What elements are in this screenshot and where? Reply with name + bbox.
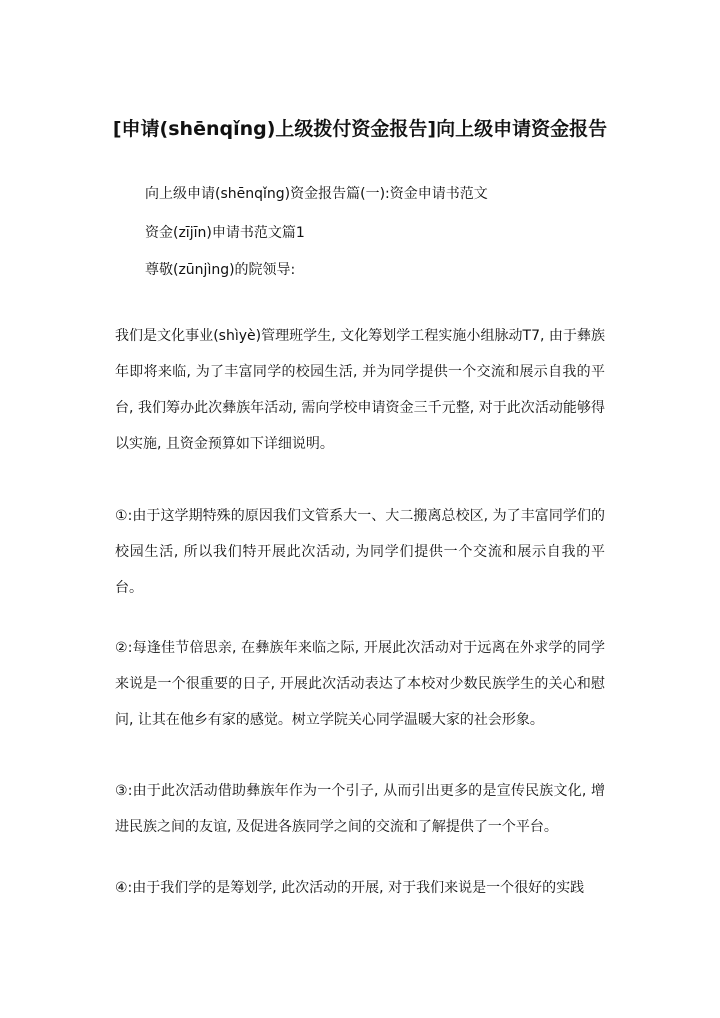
meta-line-salutation: 尊敬(zūnjìng)的院领导: (145, 262, 296, 278)
document-title: [申请(shēnqǐng)上级拨付资金报告]向上级申请资金报告 (112, 118, 608, 140)
body-paragraph-point-3: ③:由于此次活动借助彝族年作为一个引子, 从而引出更多的是宣传民族文化, 增进民族之间的友谊, 及促进各族同学之间的交流和了解提供了一个平台。 (115, 783, 605, 835)
body-paragraph-intro: 我们是文化事业(shìyè)管理班学生, 文化筹划学工程实施小组脉动T7, 由于彝族年即将来临, 为了丰富同学的校园生活, 并为同学提供一个交流和展示自我的平台, 我们筹办此次彝族年活动, 需向学校申请资金三千元整, 对于此次活动能够得以实施, 且资金预算如下详细说明。 (115, 328, 605, 452)
body-paragraph-point-1: ①:由于这学期特殊的原因我们文管系大一、大二搬离总校区, 为了丰富同学们的校园生活, 所以我们特开展此次活动, 为同学们提供一个交流和展示自我的平台。 (115, 508, 605, 596)
meta-line-sample: 资金(zījīn)申请书范文篇1 (145, 225, 305, 241)
meta-line-subtitle: 向上级申请(shēnqǐng)资金报告篇(一):资金申请书范文 (145, 186, 488, 202)
body-paragraph-point-4: ④:由于我们学的是筹划学, 此次活动的开展, 对于我们来说是一个很好的实践 (115, 880, 585, 896)
body-paragraph-point-2: ②:每逢佳节倍思亲, 在彝族年来临之际, 开展此次活动对于远离在外求学的同学来说是一个很重要的日子, 开展此次活动表达了本校对少数民族学生的关心和慰问, 让其在他乡有家的感觉。树立学院关心同学温暖大家的社会形象。 (115, 640, 605, 728)
